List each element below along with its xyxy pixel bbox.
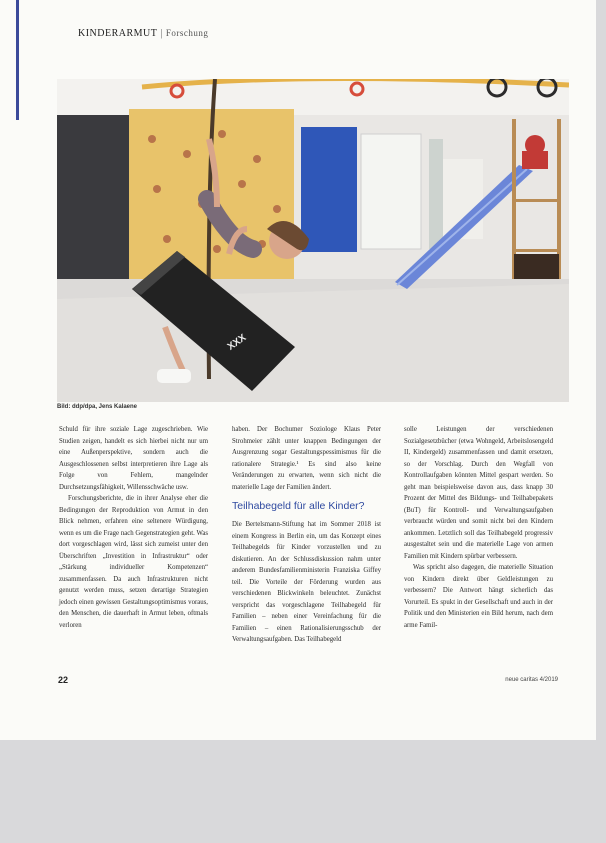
paragraph: solle Leistungen der verschiedenen Sozialgesetzbücher (etwa Wohngeld, Arbeitslosengeld II, Kindergeld) zusammenfassen und damit ersetzen, so der Vorschlag. Durch den Wegfall von Kontrollaufgaben könnten Mittel gespart werden. So geht man beispielsweise davon aus, dass knapp 30 Prozent der Mittel des Bildungs- und Teilhabepakets (BuT) für Kontroll- und Verwaltungsaufgaben verbraucht würden und somit nicht bei den Kindern ankommen. Letztlich soll das Teilhabegeld progressiv ausgestaltet sein und die materielle Lage von armen Familien mit Kindern spürbar verbessern. (404, 426, 553, 560)
paragraph: Die Bertelsmann-Stiftung hat im Sommer 2018 ist einem Kongress in Berlin ein, um das Konzept eines Teilhabegelds für Kinder vorzustellen und zu diskutieren. An der Schlussdiskussion nahm unter anderem Bundesfamilienministerin Franziska Giffey teil. Die Vorteile der Förderung wurden aus verschiedenen Blickwinkeln beleuchtet. Zunächst verspricht das vorgeschlagene Teilhabegeld für Familien – neben einer Vereinfachung für die Familien – einen Rationalisierungsschub der Verwaltungsaufgaben. Das Teilhabegeld (232, 521, 381, 643)
text-column-2 (232, 424, 381, 646)
page-number: 22 (58, 675, 69, 685)
section-title: KINDERARMUT (78, 28, 158, 39)
article-photo (57, 79, 569, 402)
paragraph: Schuld für ihre soziale Lage zugeschrieben. Wie Studien zeigen, handelt es sich hierbei nicht nur um eine Außenperspektive, sondern auch die Ausgeschlossenen selbst interpretieren ihre Lage als Folge von Fehlern, mangelnder Durchsetzungsfähigkeit, Willensschwäche usw. (59, 426, 208, 491)
photo-illustration (57, 79, 569, 402)
pad-print: XXX (225, 332, 249, 353)
header-separator: | (160, 28, 163, 39)
paragraph: Forschungsberichte, die in ihrer Analyse eher die Bedingungen der Reproduktion von Armut in den Blick nehmen, erfahren eine seltenere Würdigung, wenn es um die Frage nach Gegenstrategien geht. Was dort vorgeschlagen wird, lässt sich zumeist unter den Überschriften „Investition in Infrastruktur“ oder „Stärkung individueller Kompetenzen“ zusammenfassen. Da auch Infrastrukturen nicht genutzt werden muss, setzen derartige Strategien jedoch einen gewissen Gestaltungsoptimismus voraus, den Menschen, die dauerhaft in Armut leben, oftmals verloren (59, 495, 208, 629)
paragraph: haben. Der Bochumer Soziologe Klaus Peter Strohmeier zählt unter knappen Bedingungen der Ausgrenzung sogar Gestaltungspessimismus für die rationalere Strategie.¹ Es sind also keine Veränderungen zu erwarten, wenn sich nicht die materielle Lage der Familien ändert. (232, 426, 381, 491)
magazine-footer: neue caritas 4/2019 (505, 677, 558, 683)
photo-credit: Bild: ddp/dpa, Jens Kalaene (57, 404, 138, 410)
spine-stripe (16, 0, 19, 120)
article-subheading: Teilhabegeld für alle Kinder? (232, 500, 365, 512)
section-header (78, 28, 208, 39)
text-column-1 (59, 424, 208, 631)
section-subtitle: Forschung (165, 28, 209, 38)
paragraph: Was spricht also dagegen, die materielle Situation von Kindern direkt über Geldleistungen zu verbessern? Die Antwort hängt sicherlich das Vorurteil. Es spukt in der Gesellschaft und auch in der Politik und den Ministerien ein Bild herum, nach dem arme Famil- (404, 564, 553, 629)
text-column-3 (404, 424, 553, 631)
